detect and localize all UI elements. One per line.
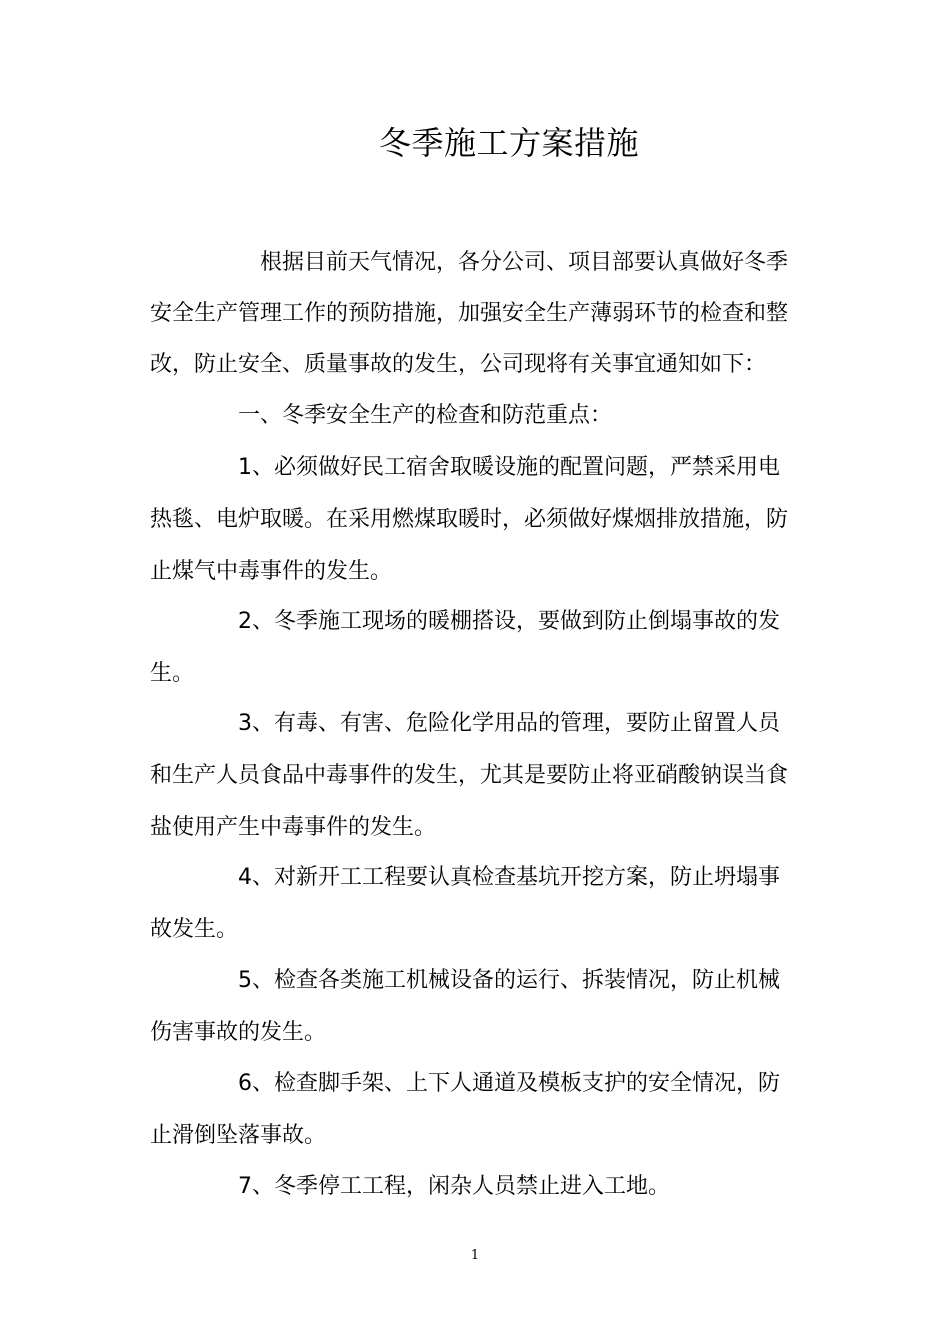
document-title: 冬季施工方案措施 <box>378 124 639 162</box>
item-6-line-2: 止滑倒坠落事故。 <box>150 1123 327 1148</box>
item-5-line-1: 5、检查各类施工机械设备的运行、拆装情况，防止机械 <box>238 968 780 993</box>
item-3-line-1: 3、有毒、有害、危险化学用品的管理，要防止留置人员 <box>238 711 780 736</box>
item-6-line-1: 6、检查脚手架、上下人通道及模板支护的安全情况，防 <box>238 1071 780 1096</box>
intro-paragraph-line-2: 安全生产管理工作的预防措施，加强安全生产薄弱环节的检查和整 <box>150 301 789 326</box>
item-1-line-2: 热毯、电炉取暖。在采用燃煤取暖时，必须做好煤烟排放措施，防 <box>150 507 789 532</box>
item-7-line-1: 7、冬季停工工程，闲杂人员禁止进入工地。 <box>238 1174 670 1199</box>
item-3-line-2: 和生产人员食品中毒事件的发生，尤其是要防止将亚硝酸钠误当食 <box>150 763 789 788</box>
item-5-line-2: 伤害事故的发生。 <box>150 1020 327 1045</box>
item-3-line-3: 盐使用产生中毒事件的发生。 <box>150 815 437 840</box>
item-1-line-3: 止煤气中毒事件的发生。 <box>150 559 393 584</box>
item-4-line-2: 故发生。 <box>150 917 239 942</box>
intro-paragraph-line-1: 根据目前天气情况，各分公司、项目部要认真做好冬季 <box>260 250 789 275</box>
page-number: 1 <box>470 1248 480 1263</box>
section-heading-1: 一、冬季安全生产的检查和防范重点： <box>238 403 613 428</box>
intro-paragraph-line-3: 改，防止安全、质量事故的发生，公司现将有关事宜通知如下： <box>150 352 767 377</box>
item-2-line-1: 2、冬季施工现场的暖棚搭设，要做到防止倒塌事故的发 <box>238 609 780 634</box>
item-2-line-2: 生。 <box>150 661 195 686</box>
item-4-line-1: 4、对新开工工程要认真检查基坑开挖方案，防止坍塌事 <box>238 865 780 890</box>
item-1-line-1: 1、必须做好民工宿舍取暖设施的配置问题，严禁采用电 <box>238 455 780 480</box>
